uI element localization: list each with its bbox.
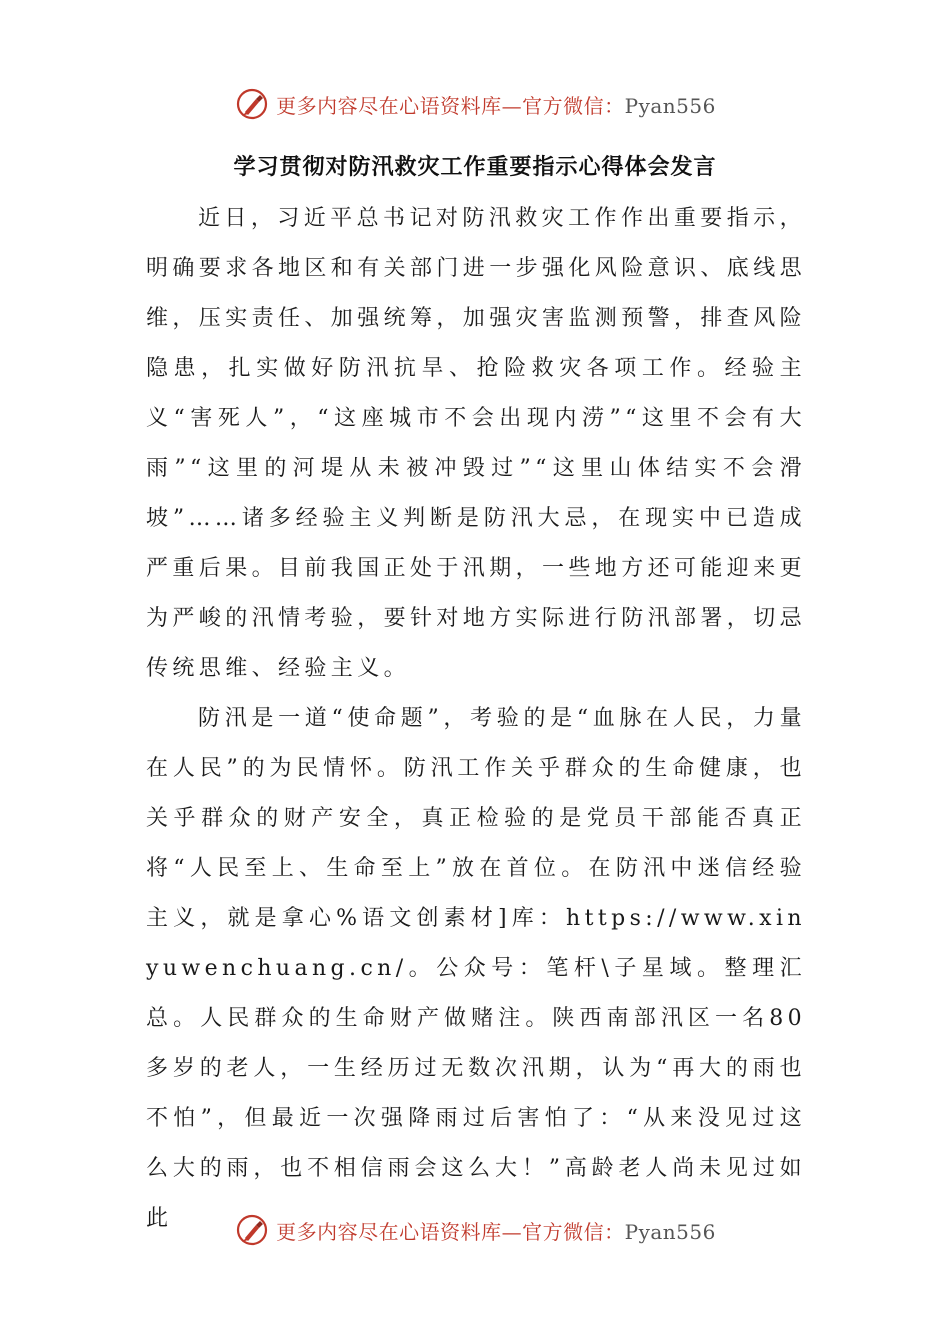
footer-watermark-banner xyxy=(0,1208,950,1252)
banner-wechat-id: Pyan556 xyxy=(624,1219,716,1244)
banner-slogan: 更多内容尽在心语资料库—官方微信： xyxy=(276,93,625,118)
banner-slogan: 更多内容尽在心语资料库—官方微信： xyxy=(276,1219,625,1244)
banner-wechat-id: Pyan556 xyxy=(624,93,716,118)
banner-text xyxy=(276,90,716,119)
pen-nib-logo-icon xyxy=(234,1212,270,1248)
pen-nib-logo-icon xyxy=(234,86,270,122)
header-watermark-banner xyxy=(0,82,950,126)
paragraph-1: 近日，习近平总书记对防汛救灾工作作出重要指示，明确要求各地区和有关部门进一步强化风险意识、底线思维，压实责任、加强统筹，加强灾害监测预警，排查风险隐患，扎实做好防汛抗旱、抢险救灾各项工作。经验主义“害死人”，“这座城市不会出现内涝”“这里不会有大雨”“这里的河堤从未被冲毁过”“这里山体结实不会滑坡”……诸多经验主义判断是防汛大忌，在现实中已造成严重后果。目前我国正处于汛期，一些地方还可能迎来更为严峻的汛情考验，要针对地方实际进行防汛部署，切忌传统思维、经验主义。 xyxy=(146,206,807,681)
document-body xyxy=(146,194,806,1244)
banner-text xyxy=(276,1216,716,1245)
paragraph-2: 防汛是一道“使命题”，考验的是“血脉在人民，力量在人民”的为民情怀。防汛工作关乎群众的生命健康，也关乎群众的财产安全，真正检验的是党员干部能否真正将“人民至上、生命至上”放在首位。在防汛中迷信经验主义，就是拿心%语文创素材]库：https://www.xinyuwenchuang.cn/。公众号：笔杆\子星域。整理汇总。人民群众的生命财产做赌注。陕西南部汛区一名80多岁的老人，一生经历过无数次汛期，认为“再大的雨也不怕”，但最近一次强降雨过后害怕了：“从来没见过这么大的雨，也不相信雨会这么大！”高龄老人尚未见过如此 xyxy=(146,706,806,1231)
page-title: 学习贯彻对防汛救灾工作重要指示心得体会发言 xyxy=(233,154,717,180)
